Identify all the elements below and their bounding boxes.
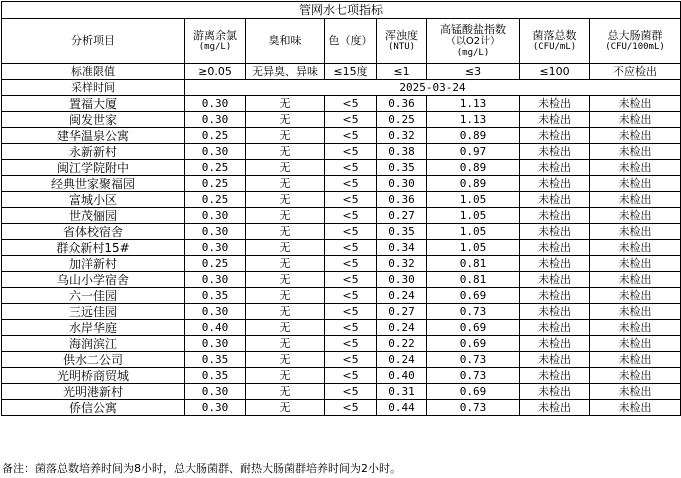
turbidity-value: 0.32 <box>377 256 427 272</box>
turbidity-value: 0.30 <box>377 176 427 192</box>
site-name: 加洋新村 <box>2 256 185 272</box>
header-turbidity: 浑浊度 (NTU) <box>377 19 427 64</box>
site-name: 经典世家聚福园 <box>2 176 185 192</box>
coliform-value: 未检出 <box>590 176 681 192</box>
chlorine-value: 0.25 <box>185 160 246 176</box>
cod-value: 0.81 <box>427 272 520 288</box>
chlorine-value: 0.25 <box>185 256 246 272</box>
chlorine-value: 0.30 <box>185 400 246 416</box>
coliform-value: 未检出 <box>590 336 681 352</box>
bacteria-value: 未检出 <box>520 144 590 160</box>
odor-value: 无 <box>246 96 325 112</box>
sampling-row <box>2 80 681 96</box>
table-row <box>2 176 681 192</box>
cod-value: 0.73 <box>427 400 520 416</box>
chlorine-value: 0.40 <box>185 320 246 336</box>
color-value: <5 <box>325 256 377 272</box>
site-name: 侨信公寓 <box>2 400 185 416</box>
color-value: <5 <box>325 144 377 160</box>
table-row <box>2 256 681 272</box>
color-value: <5 <box>325 336 377 352</box>
table-row <box>2 192 681 208</box>
color-value: <5 <box>325 96 377 112</box>
bacteria-value: 未检出 <box>520 208 590 224</box>
color-value: <5 <box>325 304 377 320</box>
bacteria-value: 未检出 <box>520 272 590 288</box>
footnote: 备注：菌落总数培养时间为8小时，总大肠菌群、耐热大肠菌群培养时间为2小时。 <box>2 462 401 475</box>
coliform-value: 未检出 <box>590 352 681 368</box>
odor-value: 无 <box>246 368 325 384</box>
table-row <box>2 128 681 144</box>
chlorine-value: 0.30 <box>185 96 246 112</box>
odor-value: 无 <box>246 208 325 224</box>
odor-value: 无 <box>246 256 325 272</box>
chlorine-value: 0.25 <box>185 128 246 144</box>
odor-value: 无 <box>246 304 325 320</box>
odor-value: 无 <box>246 192 325 208</box>
turbidity-value: 0.38 <box>377 144 427 160</box>
site-name: 富城小区 <box>2 192 185 208</box>
odor-value: 无 <box>246 352 325 368</box>
site-name: 供水二公司 <box>2 352 185 368</box>
coliform-value: 未检出 <box>590 208 681 224</box>
odor-value: 无 <box>246 336 325 352</box>
table-row <box>2 272 681 288</box>
chlorine-value: 0.35 <box>185 288 246 304</box>
site-name: 水岸华庭 <box>2 320 185 336</box>
table-row <box>2 224 681 240</box>
standard-value: 不应检出 <box>590 64 681 80</box>
table-row <box>2 160 681 176</box>
bacteria-value: 未检出 <box>520 320 590 336</box>
odor-value: 无 <box>246 400 325 416</box>
color-value: <5 <box>325 128 377 144</box>
cod-value: 0.69 <box>427 336 520 352</box>
coliform-value: 未检出 <box>590 256 681 272</box>
bacteria-value: 未检出 <box>520 352 590 368</box>
color-value: <5 <box>325 272 377 288</box>
turbidity-value: 0.32 <box>377 128 427 144</box>
coliform-value: 未检出 <box>590 160 681 176</box>
turbidity-value: 0.27 <box>377 304 427 320</box>
turbidity-value: 0.36 <box>377 192 427 208</box>
coliform-value: 未检出 <box>590 224 681 240</box>
coliform-value: 未检出 <box>590 320 681 336</box>
cod-value: 0.81 <box>427 256 520 272</box>
site-name: 六一佳园 <box>2 288 185 304</box>
odor-value: 无 <box>246 384 325 400</box>
color-value: <5 <box>325 400 377 416</box>
coliform-value: 未检出 <box>590 144 681 160</box>
turbidity-value: 0.31 <box>377 384 427 400</box>
standard-value: ≤15度 <box>325 64 377 80</box>
cod-value: 0.97 <box>427 144 520 160</box>
table-row <box>2 288 681 304</box>
color-value: <5 <box>325 368 377 384</box>
header-color: 色（度） <box>325 19 377 64</box>
table-row <box>2 384 681 400</box>
odor-value: 无 <box>246 144 325 160</box>
bacteria-value: 未检出 <box>520 240 590 256</box>
site-name: 建华温泉公寓 <box>2 128 185 144</box>
bacteria-value: 未检出 <box>520 368 590 384</box>
turbidity-value: 0.35 <box>377 224 427 240</box>
bacteria-value: 未检出 <box>520 336 590 352</box>
table-row <box>2 240 681 256</box>
chlorine-value: 0.30 <box>185 272 246 288</box>
bacteria-value: 未检出 <box>520 400 590 416</box>
table-row <box>2 336 681 352</box>
cod-value: 1.13 <box>427 112 520 128</box>
odor-value: 无 <box>246 112 325 128</box>
bacteria-value: 未检出 <box>520 112 590 128</box>
cod-value: 0.69 <box>427 384 520 400</box>
bacteria-value: 未检出 <box>520 192 590 208</box>
bacteria-value: 未检出 <box>520 256 590 272</box>
standard-value: ≤3 <box>427 64 520 80</box>
odor-value: 无 <box>246 320 325 336</box>
turbidity-value: 0.24 <box>377 352 427 368</box>
odor-value: 无 <box>246 288 325 304</box>
odor-value: 无 <box>246 128 325 144</box>
cod-value: 1.05 <box>427 240 520 256</box>
sampling-date: 2025-03-24 <box>185 80 681 96</box>
site-name: 省体校宿舍 <box>2 224 185 240</box>
bacteria-value: 未检出 <box>520 384 590 400</box>
odor-value: 无 <box>246 272 325 288</box>
coliform-value: 未检出 <box>590 192 681 208</box>
table-row <box>2 400 681 416</box>
coliform-value: 未检出 <box>590 272 681 288</box>
color-value: <5 <box>325 288 377 304</box>
table-row <box>2 320 681 336</box>
coliform-value: 未检出 <box>590 128 681 144</box>
header-cod: 高锰酸盐指数 （以O2计） (mg/L) <box>427 19 520 64</box>
cod-value: 0.89 <box>427 160 520 176</box>
bacteria-value: 未检出 <box>520 96 590 112</box>
coliform-value: 未检出 <box>590 400 681 416</box>
site-name: 光明桥商贸城 <box>2 368 185 384</box>
cod-value: 0.73 <box>427 304 520 320</box>
table-row <box>2 144 681 160</box>
standard-value: ≤100 <box>520 64 590 80</box>
bacteria-value: 未检出 <box>520 176 590 192</box>
cod-value: 0.89 <box>427 128 520 144</box>
chlorine-value: 0.35 <box>185 368 246 384</box>
bacteria-value: 未检出 <box>520 288 590 304</box>
cod-value: 0.89 <box>427 176 520 192</box>
odor-value: 无 <box>246 176 325 192</box>
chlorine-value: 0.25 <box>185 176 246 192</box>
odor-value: 无 <box>246 240 325 256</box>
odor-value: 无 <box>246 160 325 176</box>
header-item: 分析项目 <box>2 19 185 64</box>
table-row <box>2 304 681 320</box>
chlorine-value: 0.30 <box>185 224 246 240</box>
header-bacteria: 菌落总数 (CFU/mL) <box>520 19 590 64</box>
site-name: 置福大厦 <box>2 96 185 112</box>
standard-value: 无异臭、异味 <box>246 64 325 80</box>
turbidity-value: 0.34 <box>377 240 427 256</box>
cod-value: 1.13 <box>427 96 520 112</box>
cod-value: 0.73 <box>427 368 520 384</box>
site-name: 世茂俪园 <box>2 208 185 224</box>
header-coliform: 总大肠菌群 (CFU/100mL) <box>590 19 681 64</box>
site-name: 光明港新村 <box>2 384 185 400</box>
turbidity-value: 0.24 <box>377 320 427 336</box>
chlorine-value: 0.30 <box>185 112 246 128</box>
turbidity-value: 0.35 <box>377 160 427 176</box>
site-name: 群众新村15# <box>2 240 185 256</box>
color-value: <5 <box>325 112 377 128</box>
table-title: 管网水七项指标 <box>2 2 681 19</box>
site-name: 乌山小学宿舍 <box>2 272 185 288</box>
chlorine-value: 0.25 <box>185 192 246 208</box>
chlorine-value: 0.30 <box>185 384 246 400</box>
cod-value: 0.69 <box>427 320 520 336</box>
turbidity-value: 0.25 <box>377 112 427 128</box>
bacteria-value: 未检出 <box>520 224 590 240</box>
standard-label: 标准限值 <box>2 64 185 80</box>
cod-value: 1.05 <box>427 192 520 208</box>
color-value: <5 <box>325 208 377 224</box>
coliform-value: 未检出 <box>590 368 681 384</box>
coliform-value: 未检出 <box>590 304 681 320</box>
chlorine-value: 0.35 <box>185 352 246 368</box>
chlorine-value: 0.30 <box>185 240 246 256</box>
standard-value: ≥0.05 <box>185 64 246 80</box>
color-value: <5 <box>325 352 377 368</box>
color-value: <5 <box>325 176 377 192</box>
sampling-label: 采样时间 <box>2 80 185 96</box>
data-rows <box>2 96 681 416</box>
bacteria-value: 未检出 <box>520 128 590 144</box>
turbidity-value: 0.44 <box>377 400 427 416</box>
color-value: <5 <box>325 240 377 256</box>
header-row <box>2 19 681 64</box>
coliform-value: 未检出 <box>590 112 681 128</box>
chlorine-value: 0.30 <box>185 304 246 320</box>
turbidity-value: 0.36 <box>377 96 427 112</box>
site-name: 三远佳园 <box>2 304 185 320</box>
coliform-value: 未检出 <box>590 96 681 112</box>
color-value: <5 <box>325 320 377 336</box>
site-name: 海润滨江 <box>2 336 185 352</box>
bacteria-value: 未检出 <box>520 304 590 320</box>
table-row <box>2 96 681 112</box>
header-odor: 臭和味 <box>246 19 325 64</box>
color-value: <5 <box>325 192 377 208</box>
standard-value: ≤1 <box>377 64 427 80</box>
chlorine-value: 0.30 <box>185 144 246 160</box>
header-chlorine: 游离余氯 (mg/L) <box>185 19 246 64</box>
chlorine-value: 0.30 <box>185 336 246 352</box>
chlorine-value: 0.30 <box>185 208 246 224</box>
bacteria-value: 未检出 <box>520 160 590 176</box>
water-quality-table <box>1 1 681 416</box>
turbidity-value: 0.22 <box>377 336 427 352</box>
site-name: 闽发世家 <box>2 112 185 128</box>
color-value: <5 <box>325 384 377 400</box>
coliform-value: 未检出 <box>590 384 681 400</box>
turbidity-value: 0.40 <box>377 368 427 384</box>
cod-value: 1.05 <box>427 224 520 240</box>
standard-row <box>2 64 681 80</box>
table-row <box>2 208 681 224</box>
cod-value: 1.05 <box>427 208 520 224</box>
site-name: 永新新村 <box>2 144 185 160</box>
table-row <box>2 112 681 128</box>
coliform-value: 未检出 <box>590 288 681 304</box>
odor-value: 无 <box>246 224 325 240</box>
turbidity-value: 0.27 <box>377 208 427 224</box>
color-value: <5 <box>325 160 377 176</box>
turbidity-value: 0.24 <box>377 288 427 304</box>
table-row <box>2 352 681 368</box>
coliform-value: 未检出 <box>590 240 681 256</box>
cod-value: 0.69 <box>427 288 520 304</box>
turbidity-value: 0.30 <box>377 272 427 288</box>
color-value: <5 <box>325 224 377 240</box>
table-row <box>2 368 681 384</box>
site-name: 闽江学院附中 <box>2 160 185 176</box>
cod-value: 0.73 <box>427 352 520 368</box>
